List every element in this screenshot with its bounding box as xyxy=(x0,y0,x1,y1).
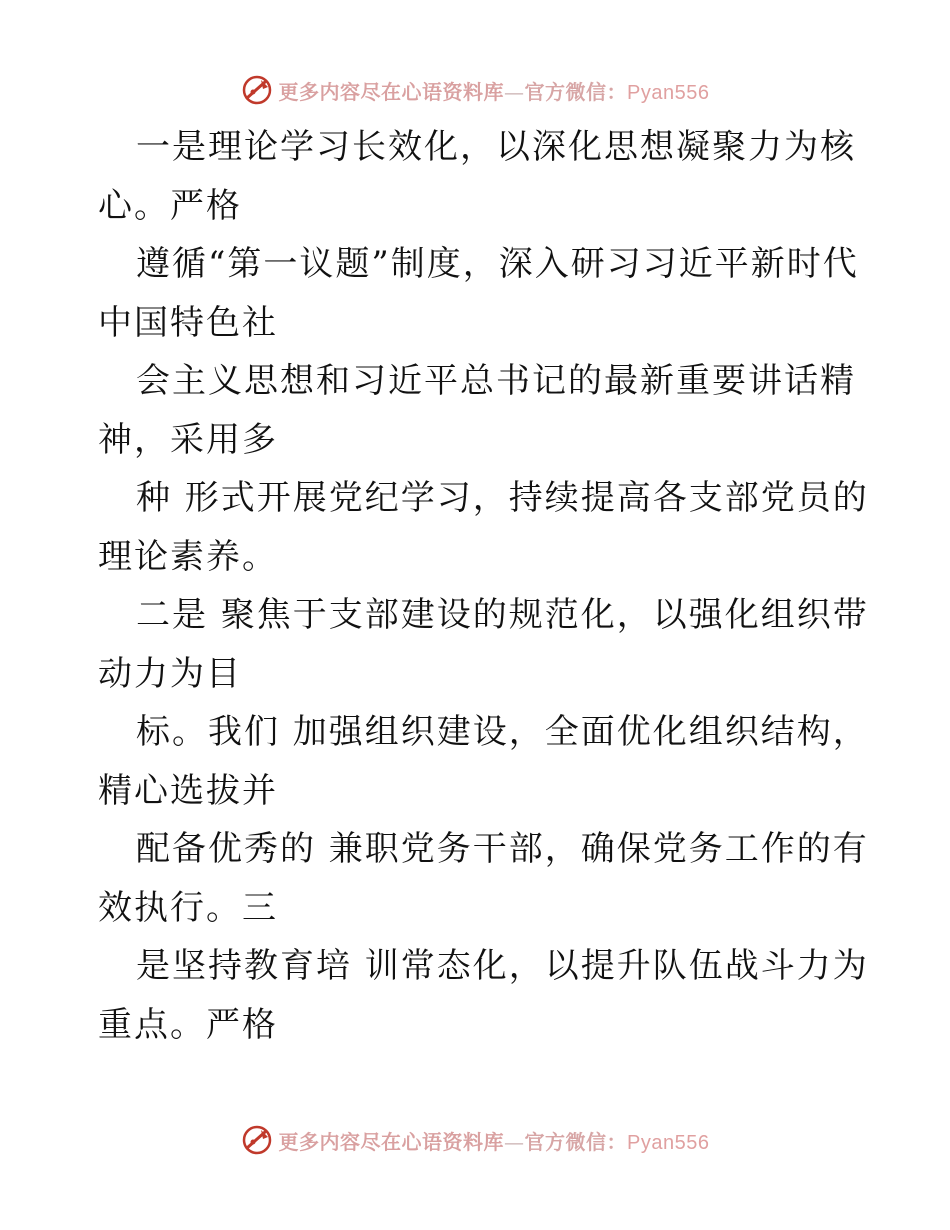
text-line: 一是理论学习长效化，以深化思想凝聚力为核 xyxy=(136,127,856,167)
brand-logo-icon xyxy=(241,74,273,106)
text-line: 动力为目 xyxy=(98,653,242,694)
banner-text xyxy=(279,1126,710,1155)
text-line: 二是 聚焦于支部建设的规范化，以强化组织带 xyxy=(136,595,869,635)
text-line: 会主义思想和习近平总书记的最新重要讲话精 xyxy=(136,361,856,401)
banner-wechat-id: Pyan556 xyxy=(627,1131,710,1154)
text-line: 配备优秀的 兼职党务干部，确保党务工作的有 xyxy=(136,829,869,869)
banner-content xyxy=(241,1124,710,1156)
banner-separator: — xyxy=(504,79,525,104)
text-line: 中国特色社 xyxy=(98,302,278,343)
banner-separator: — xyxy=(504,1129,525,1154)
text-line: 重点。严格 xyxy=(98,1004,278,1045)
banner-wechat-label: 官方微信： xyxy=(524,1129,628,1154)
banner-text xyxy=(279,76,710,105)
text-line: 遵循“第一议题”制度，深入研习习近平新时代 xyxy=(136,244,859,284)
text-line: 种 形式开展党纪学习，持续提高各支部党员的 xyxy=(136,478,869,518)
text-line: 精心选拔并 xyxy=(98,770,278,811)
brand-logo-icon xyxy=(241,1124,273,1156)
banner-wechat-label: 官方微信： xyxy=(524,79,628,104)
banner-prefix: 更多内容尽在心语资料库 xyxy=(278,79,505,104)
header-watermark-banner xyxy=(0,70,950,110)
text-line: 标。我们 加强组织建设，全面优化组织结构， xyxy=(136,712,869,752)
text-line: 是坚持教育培 训常态化，以提升队伍战斗力为 xyxy=(136,946,869,986)
text-line: 效执行。三 xyxy=(98,887,278,928)
text-line: 理论素养。 xyxy=(98,536,278,577)
banner-prefix: 更多内容尽在心语资料库 xyxy=(278,1129,505,1154)
footer-watermark-banner xyxy=(0,1120,950,1160)
document-body xyxy=(98,118,869,1054)
banner-wechat-id: Pyan556 xyxy=(627,81,710,104)
text-line: 心。严格 xyxy=(98,185,242,226)
text-line: 神，采用多 xyxy=(98,419,278,460)
banner-content xyxy=(241,74,710,106)
